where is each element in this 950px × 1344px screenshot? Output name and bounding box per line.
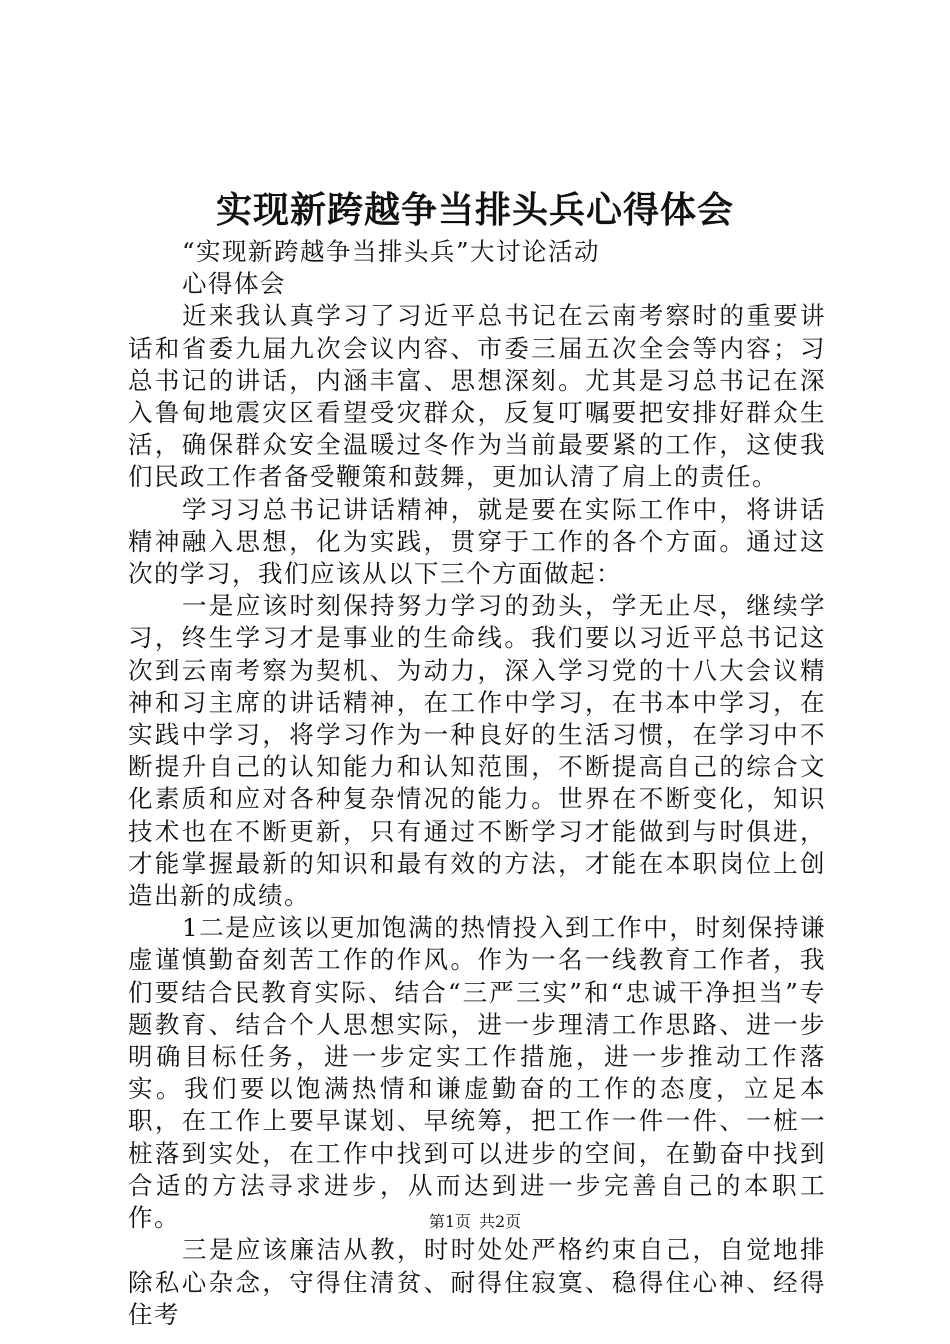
paragraph: 一是应该时刻保持努力学习的劲头，学无止尽，继续学习，终生学习才是事业的生命线。我们要以习近平总书记这次到云南考察为契机、为动力，深入学习党的十八大会议精神和习主席的讲话精神，在工作中学习，在书本中学习，在实践中学习，将学习作为一种良好的生活习惯，在学习中不断提升自己的认知能力和认知范围，不断提高自己的综合文化素质和应对各种复杂情况的能力。世界在不断变化，知识技术也在不断更新，只有通过不断学习才能做到与时俱进，才能掌握最新的知识和最有效的方法，才能在本职岗位上创造出新的成绩。	[128, 591, 826, 911]
paragraph: 1二是应该以更加饱满的热情投入到工作中，时刻保持谦虚谨慎勤奋刻苦工作的作风。作为一名一线教育工作者，我们要结合民教育实际、结合“三严三实”和“忠诚干净担当”专题教育、结合个人思想实际，进一步理清工作思路、进一步明确目标任务，进一步定实工作措施，进一步推动工作落实。我们要以饱满热情和谦虚勤奋的工作的态度，立足本职，在工作上要早谋划、早统筹，把工作一件一件、一桩一桩落到实处，在工作中找到可以进步的空间，在勤奋中找到合适的方法寻求进步，从而达到进一步完善自己的本职工作。	[128, 913, 826, 1233]
subtitle-line-2: 心得体会	[182, 269, 286, 299]
page-footer	[0, 1210, 950, 1234]
page-total: 共2页	[479, 1212, 522, 1231]
paragraph: 近来我认真学习了习近平总书记在云南考察时的重要讲话和省委九届九次会议内容、市委三届五次全会等内容；习总书记的讲话，内涵丰富、思想深刻。尤其是习总书记在深入鲁甸地震灾区看望受灾群众，反复叮嘱要把安排好群众生活，确保群众安全温暖过冬作为当前最要紧的工作，这使我们民政工作者备受鞭策和鼓舞，更加认清了肩上的责任。	[128, 301, 826, 492]
document-title: 实现新跨越争当排头兵心得体会	[215, 189, 734, 231]
document-body	[128, 236, 826, 1331]
subtitle-line-1: “实现新跨越争当排头兵”大讨论活动	[182, 237, 601, 266]
paragraph: 三是应该廉洁从教，时时处处严格约束自己，自觉地排除私心杂念，守得住清贫、耐得住寂寞、稳得住心神、经得住考	[128, 1235, 826, 1329]
page-number: 第1页	[428, 1212, 471, 1231]
paragraph: 学习习总书记讲话精神，就是要在实际工作中，将讲话精神融入思想，化为实践，贯穿于工作的各个方面。通过这次的学习，我们应该从以下三个方面做起：	[128, 494, 826, 589]
